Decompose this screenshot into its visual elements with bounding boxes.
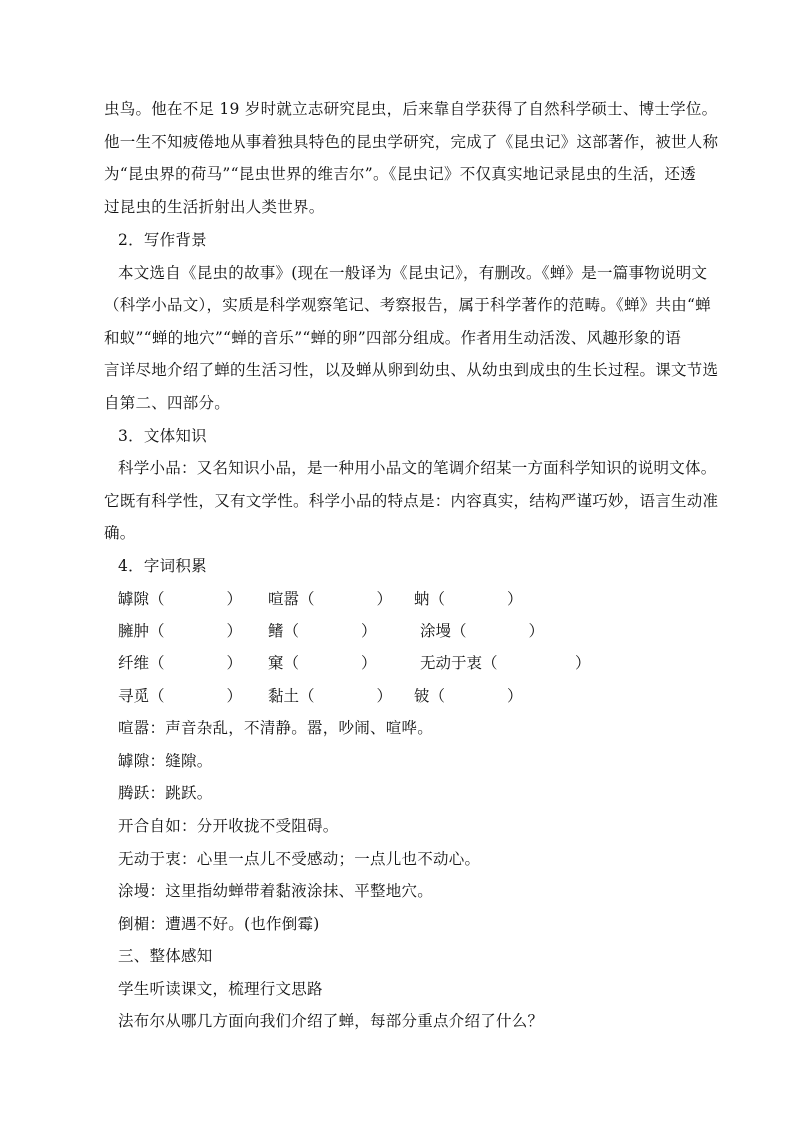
vocab-item: 窠（ ） — [268, 654, 377, 672]
vocab-item: 喧嚣（ ） — [268, 590, 393, 608]
definition-line: 腾跃：跳跃。 — [118, 784, 213, 802]
section-heading-overall: 三、整体感知 — [118, 947, 213, 965]
genre-line: 科学小品：又名知识小品，是一种用小品文的笔调介绍某一方面科学知识的说明文体。 — [118, 459, 717, 477]
genre-line: 确。 — [104, 524, 136, 542]
author-intro-line: 虫鸟。他在不足 19 岁时就立志研究昆虫，后来靠自学获得了自然科学硕士、博士学位。 — [104, 100, 718, 118]
section-heading-genre: 3．文体知识 — [118, 427, 207, 445]
author-intro-line: 为“昆虫界的荷马”“昆虫世界的维吉尔”。《昆虫记》不仅真实地记录昆虫的生活，还透 — [104, 165, 696, 183]
overall-question: 法布尔从哪几方面向我们介绍了蝉，每部分重点介绍了什么？ — [118, 1012, 544, 1030]
background-line: 本文选自《昆虫的故事》(现在一般译为《昆虫记》，有删改。《蝉》是一篇事物说明文 — [118, 264, 708, 282]
vocab-item: 无动于衷（ ） — [420, 654, 591, 672]
definition-line: 涂墁：这里指幼蝉带着黏液涂抹、平整地穴。 — [118, 882, 434, 900]
background-line: 和蚁”“蝉的地穴”“蝉的音乐”“蝉的卵”四部分组成。作者用生动活泼、风趣形象的语 — [104, 329, 681, 347]
background-line: 自第二、四部分。 — [104, 394, 231, 412]
author-intro-line: 过昆虫的生活折射出人类世界。 — [104, 198, 325, 216]
vocab-item: 涂墁（ ） — [420, 622, 545, 640]
vocab-item: 铍（ ） — [414, 687, 523, 705]
author-intro-line: 他一生不知疲倦地从事着独具特色的昆虫学研究，完成了《昆虫记》这部著作，被世人称 — [104, 133, 719, 151]
genre-line: 它既有科学性，又有文学性。科学小品的特点是：内容真实，结构严谨巧妙，语言生动准 — [104, 492, 719, 510]
vocab-item: 纤维（ ） — [118, 654, 243, 672]
vocab-item: 罅隙（ ） — [118, 590, 243, 608]
vocab-item: 蚋（ ） — [414, 590, 523, 608]
vocab-item: 黏土（ ） — [268, 687, 393, 705]
section-heading-background: 2．写作背景 — [118, 231, 207, 249]
vocab-item: 鳍（ ） — [268, 622, 377, 640]
background-line: 言详尽地介绍了蝉的生活习性，以及蝉从卵到幼虫、从幼虫到成虫的生长过程。课文节选 — [104, 361, 719, 379]
vocab-item: 寻觅（ ） — [118, 687, 243, 705]
overall-line: 学生听读课文，梳理行文思路 — [118, 980, 323, 998]
definition-line: 开合自如：分开收拢不受阻碍。 — [118, 817, 339, 835]
vocab-item: 臃肿（ ） — [118, 622, 243, 640]
definition-line: 倒楣：遭遇不好。(也作倒霉) — [118, 915, 320, 933]
definition-line: 无动于衷：心里一点儿不受感动；一点儿也不动心。 — [118, 850, 481, 868]
definition-line: 喧嚣：声音杂乱，不清静。嚣，吵闹、喧哗。 — [118, 719, 434, 737]
section-heading-vocabulary: 4．字词积累 — [118, 557, 207, 575]
definition-line: 罅隙：缝隙。 — [118, 752, 213, 770]
background-line: （科学小品文），实质是科学观察笔记、考察报告，属于科学著作的范畴。《蝉》共由“蝉 — [104, 296, 711, 314]
